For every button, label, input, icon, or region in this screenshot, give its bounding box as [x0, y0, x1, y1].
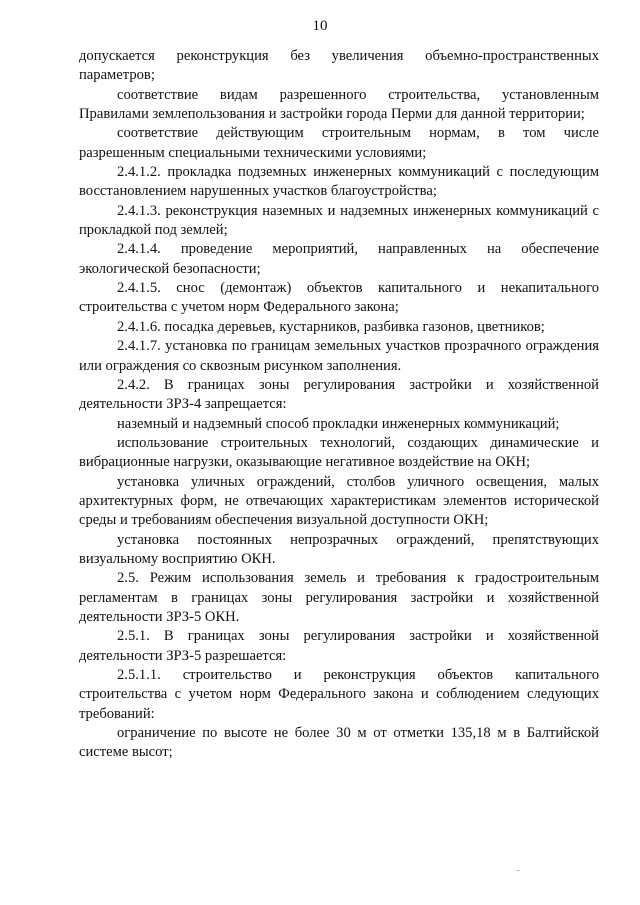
paragraph-2: соответствие видам разрешенного строительства, установленным Правилами землепользования и застройки города Перми для данной территории;	[79, 86, 599, 123]
paragraph-12: использование строительных технологий, создающих динамические и вибрационные нагрузки, оказывающие негативное воздействие на ОКН;	[79, 434, 599, 471]
paragraph-4: 2.4.1.2. прокладка подземных инженерных коммуникаций с последующим восстановлением нарушенных участков благоустройства;	[79, 164, 599, 200]
page-number: 10	[312, 18, 328, 34]
paragraph-10: 2.4.2. В границах зоны регулирования застройки и хозяйственной деятельности ЗРЗ-4 запрещается:	[79, 376, 599, 413]
scan-speck	[517, 870, 519, 871]
paragraph-3: соответствие действующим строительным нормам, в том числе разрешенным специальными техническими условиями;	[79, 125, 599, 161]
paragraph-14: установка постоянных непрозрачных ограждений, препятствующих визуальному восприятию ОКН.	[79, 531, 599, 567]
paragraph-8: 2.4.1.6. посадка деревьев, кустарников, разбивка газонов, цветников;	[117, 318, 545, 335]
paragraph-9: 2.4.1.7. установка по границам земельных участков прозрачного ограждения или ограждения со сквозным рисунком заполнения.	[79, 338, 599, 374]
paragraph-5: 2.4.1.3. реконструкция наземных и надземных инженерных коммуникаций с прокладкой под землей;	[79, 202, 599, 239]
paragraph-13: установка уличных ограждений, столбов уличного освещения, малых архитектурных форм, не отвечающих характеристикам элементов исторической среды и требованиям обеспечения визуальной доступности ОКН;	[79, 473, 599, 529]
paragraph-15: 2.5. Режим использования земель и требования к градостроительным регламентам в границах зоны регулирования застройки и хозяйственной деятельности ЗРЗ-5 ОКН.	[79, 570, 599, 625]
document-body	[79, 47, 599, 763]
paragraph-7: 2.4.1.5. снос (демонтаж) объектов капитального и некапитального строительства с учетом норм Федерального закона;	[79, 280, 599, 316]
paragraph-6: 2.4.1.4. проведение мероприятий, направленных на обеспечение экологической безопасности;	[79, 241, 599, 277]
paragraph-17: 2.5.1.1. строительство и реконструкция объектов капитального строительства с учетом норм Федерального закона и соблюдением следующих требований:	[79, 667, 599, 722]
paragraph-18: ограничение по высоте не более 30 м от отметки 135,18 м в Балтийской системе высот;	[79, 725, 599, 761]
paragraph-16: 2.5.1. В границах зоны регулирования застройки и хозяйственной деятельности ЗРЗ-5 разрешается:	[79, 628, 599, 664]
paragraph-11: наземный и надземный способ прокладки инженерных коммуникаций;	[117, 415, 560, 432]
paragraph-1: допускается реконструкция без увеличения объемно-пространственных параметров;	[79, 48, 599, 84]
